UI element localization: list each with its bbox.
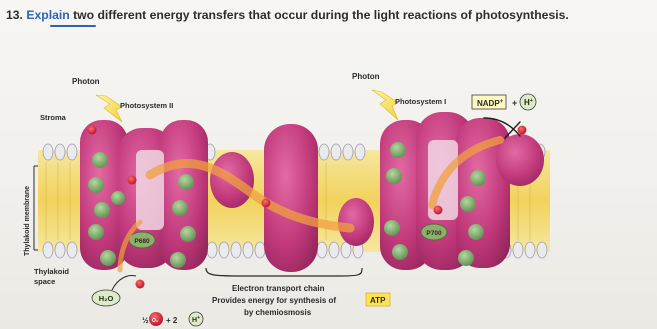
chemiosmosis-label: by chemiosmosis [244,308,312,317]
stroma-label: Stroma [40,113,66,122]
plus-two-label: + 2 [166,316,178,325]
question-body: two different energy transfers that occur during the light reactions of photosynthesis. [73,8,569,22]
photon-right-label: Photon [352,72,380,81]
membrane-label: Thylakoid membrane [24,185,31,256]
question-keyword: Explain [26,8,70,22]
water-splitting [92,276,203,326]
oxygen-label: O₂ [152,318,159,324]
h2-label: H+ [192,315,200,324]
atp-label: ATP [370,296,386,305]
p680-label: P680 [134,238,150,245]
nadp-label: NADP+ [477,99,504,108]
h-ion-label: H+ [524,98,533,107]
question-number: 13. [6,8,23,22]
photon-left-label: Photon [72,77,100,86]
thylakoid-space-label-2: space [34,277,56,286]
provides-label: Provides energy for synthesis of [212,296,337,305]
photosystem-ii-label: Photosystem II [120,101,174,110]
p700-label: P700 [426,230,442,237]
etc-label: Electron transport chain [232,284,325,293]
water-label: H₂O [98,294,114,303]
nadp-plus-h [472,94,536,110]
thylakoid-space-label-1: Thylakoid [34,267,70,276]
membrane-bracket [34,166,38,250]
photosystem-i-label: Photosystem I [395,97,447,106]
nadp-plus-sign: + [512,98,518,108]
half-label: ½ [142,316,149,325]
photosystem-ii-complex [80,120,208,270]
